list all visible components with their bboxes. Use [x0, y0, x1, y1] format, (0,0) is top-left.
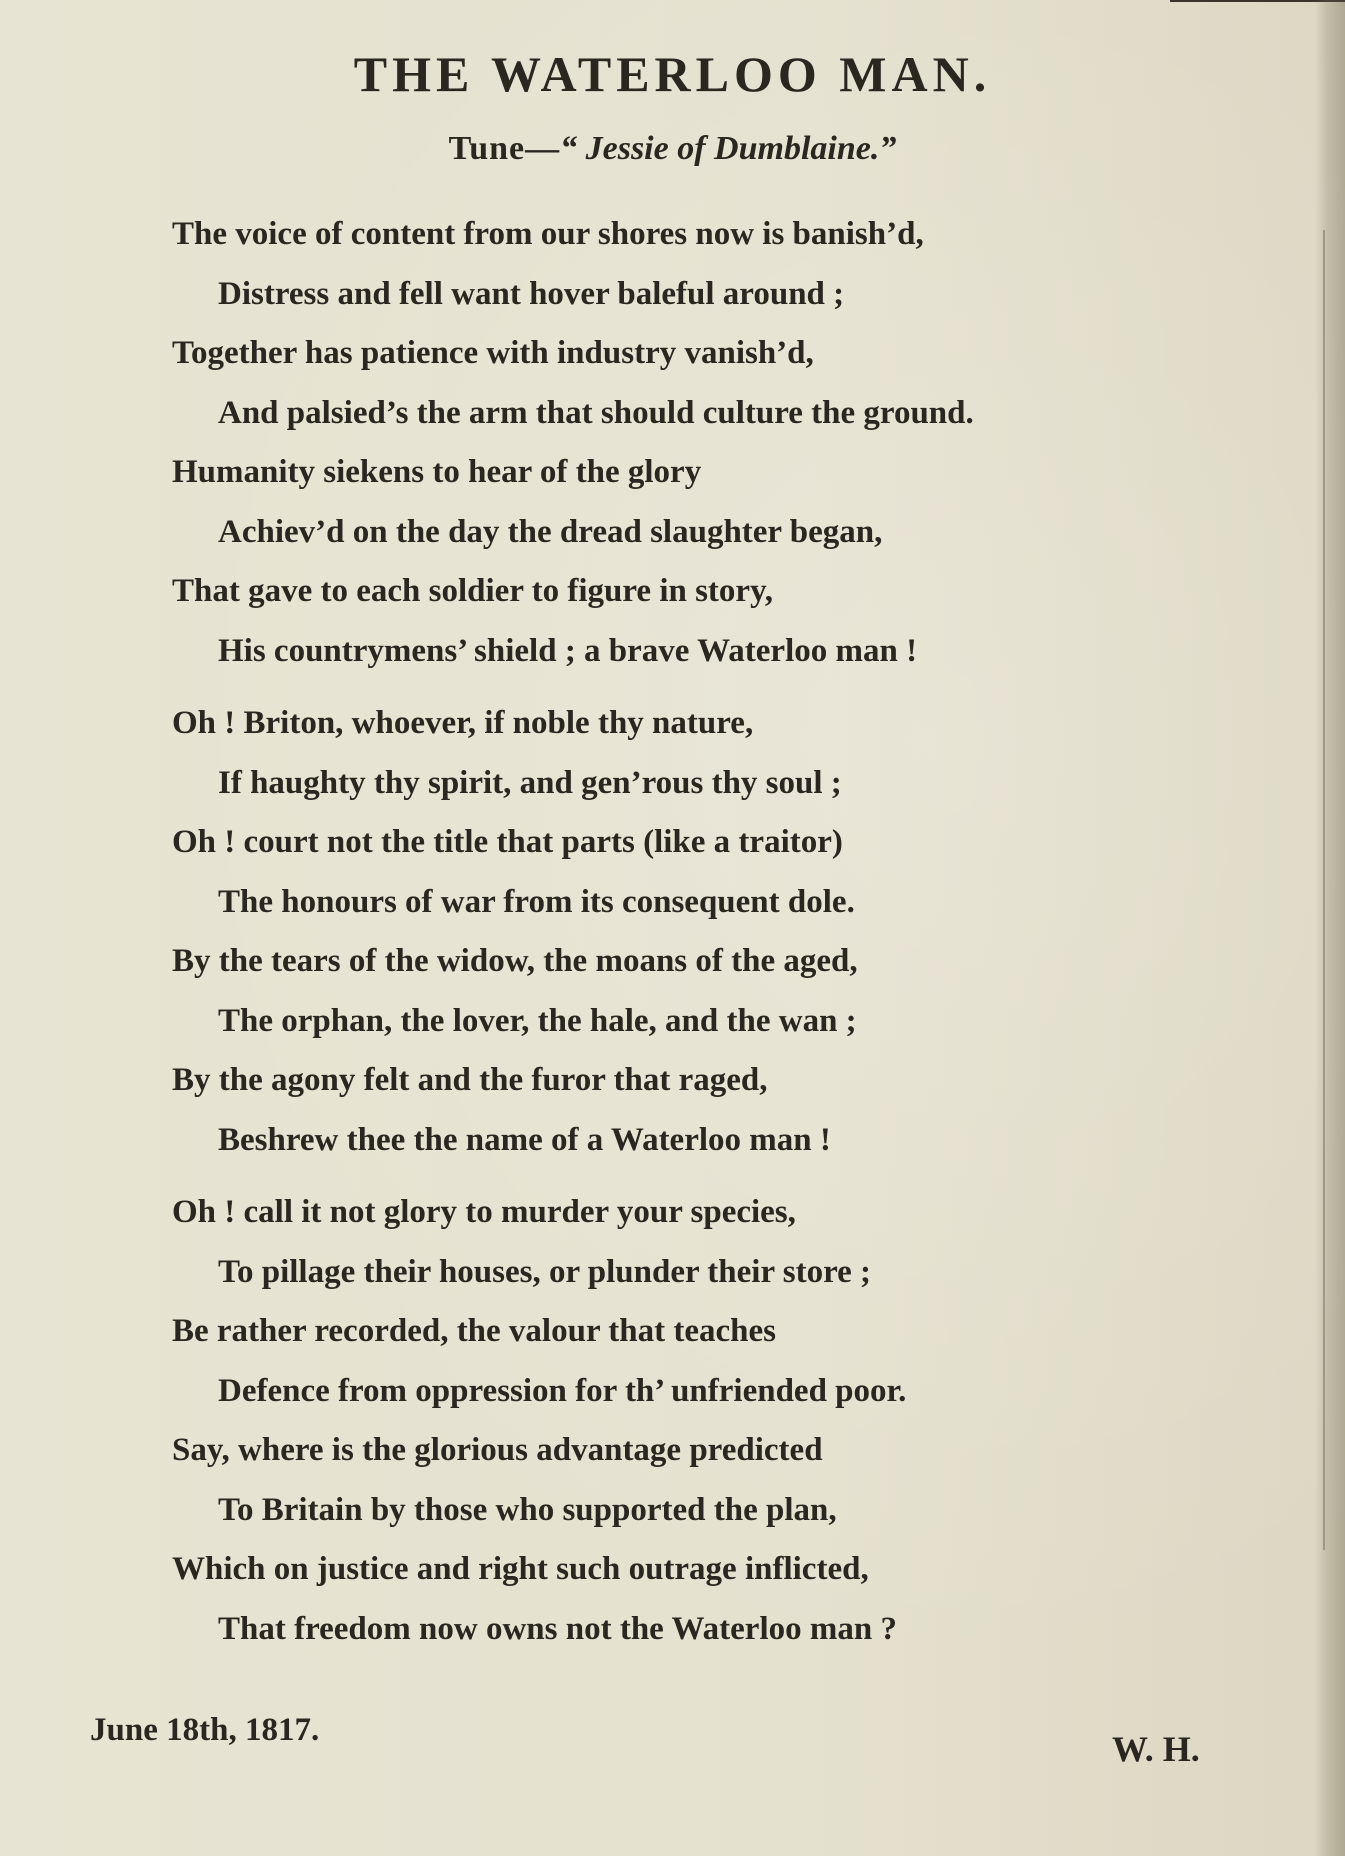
- poem-line: Defence from oppression for th’ unfriended poor.: [218, 1372, 907, 1409]
- poem-line: By the tears of the widow, the moans of the aged,: [172, 943, 858, 979]
- poem-line: Beshrew thee the name of a Waterloo man !: [218, 1121, 831, 1158]
- poem-line: Achiev’d on the day the dread slaughter began,: [218, 513, 883, 550]
- poem-line: Distress and fell want hover baleful around ;: [218, 275, 845, 312]
- poem-title: THE WATERLOO MAN.: [353, 46, 992, 102]
- poem-line: The honours of war from its consequent dole.: [218, 883, 855, 920]
- poem-line: That gave to each soldier to figure in story,: [172, 573, 773, 609]
- poem-line: And palsied’s the arm that should culture the ground.: [218, 394, 974, 431]
- poem-line: To Britain by those who supported the plan,: [218, 1491, 837, 1528]
- poem-line: To pillage their houses, or plunder their store ;: [218, 1253, 872, 1290]
- poem-line: Oh ! court not the title that parts (like a traitor): [172, 824, 843, 860]
- stanza-3: [172, 1183, 1232, 1659]
- poem-line: Together has patience with industry vanish’d,: [172, 335, 814, 371]
- poem-body: [172, 205, 1232, 1672]
- poem-line: Which on justice and right such outrage inflicted,: [172, 1551, 869, 1587]
- tune-label: Tune—: [448, 130, 561, 167]
- author-signature: W. H.: [1112, 1729, 1200, 1769]
- poem-line: Be rather recorded, the valour that teaches: [172, 1313, 776, 1349]
- page-edge-line: [1323, 230, 1325, 1550]
- poem-line: If haughty thy spirit, and gen’rous thy soul ;: [218, 764, 842, 801]
- poem-date: June 18th, 1817.: [90, 1712, 320, 1748]
- poem-line: By the agony felt and the furor that raged,: [172, 1062, 768, 1098]
- stanza-1: [172, 205, 1232, 681]
- poem-line: The voice of content from our shores now is banish’d,: [172, 216, 924, 252]
- poem-line: Oh ! Briton, whoever, if noble thy nature,: [172, 705, 754, 741]
- tune-name: “ Jessie of Dumblaine.”: [560, 130, 897, 167]
- poem-line: His countrymens’ shield ; a brave Waterloo man !: [218, 632, 918, 669]
- poem-line: That freedom now owns not the Waterloo man ?: [218, 1610, 897, 1647]
- poem-line: Humanity siekens to hear of the glory: [172, 454, 702, 490]
- stanza-2: [172, 694, 1232, 1170]
- poem-line: Say, where is the glorious advantage predicted: [172, 1432, 823, 1468]
- poem-line: Oh ! call it not glory to murder your species,: [172, 1194, 796, 1230]
- poem-line: The orphan, the lover, the hale, and the wan ;: [218, 1002, 857, 1039]
- page-edge-shadow: [1315, 0, 1345, 1856]
- tune-line: [0, 130, 1345, 168]
